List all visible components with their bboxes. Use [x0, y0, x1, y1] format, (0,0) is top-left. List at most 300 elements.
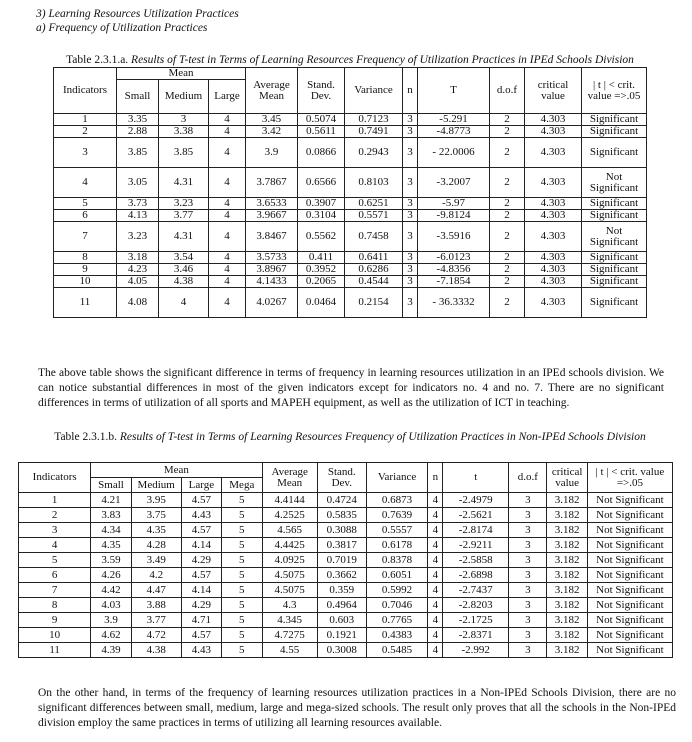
table-cell: 4.57 [181, 523, 221, 538]
table-cell: 4 [428, 613, 443, 628]
table-cell: 4 [209, 264, 246, 276]
table-cell: 0.6051 [366, 568, 428, 583]
table-cell: 8 [19, 598, 91, 613]
table-cell: 4.57 [181, 628, 221, 643]
table-cell: 4 [54, 168, 117, 198]
table-cell: -2.1725 [443, 613, 509, 628]
table-row [19, 628, 673, 643]
table-cell: 4 [19, 538, 91, 553]
table-cell: -5.97 [418, 198, 490, 210]
table-cell: 7 [54, 222, 117, 252]
table-cell: 3.23 [159, 198, 209, 210]
table-cell: Significant [582, 264, 647, 276]
table-cell: 4.43 [181, 643, 221, 658]
table-cell: 0.359 [317, 583, 366, 598]
table-cell: 4.29 [181, 553, 221, 568]
table-cell: 5 [222, 643, 262, 658]
table-row [19, 583, 673, 598]
table-cell: 4.303 [525, 114, 582, 126]
table-cell: 3.38 [159, 126, 209, 138]
table-cell: 4.28 [131, 538, 181, 553]
table-cell: 0.5992 [366, 583, 428, 598]
table-cell: 4 [428, 568, 443, 583]
table-cell: -2.6898 [443, 568, 509, 583]
table-cell: 3.77 [159, 210, 209, 222]
table-cell: 0.3008 [317, 643, 366, 658]
table2-caption-number: Table 2.3.1.b. [54, 431, 117, 443]
table-cell: Not Significant [587, 628, 672, 643]
table-cell: 3.8967 [246, 264, 298, 276]
table-cell: 3 [403, 114, 418, 126]
table-cell: 3.182 [547, 493, 587, 508]
table-cell: 0.8103 [345, 168, 403, 198]
table-cell: 2 [54, 126, 117, 138]
table-cell: Significant [582, 210, 647, 222]
table-cell: 0.7639 [366, 508, 428, 523]
table-cell: 4 [428, 508, 443, 523]
table-cell: 4.39 [91, 643, 131, 658]
table2-caption [50, 431, 650, 444]
table-cell: 4.35 [91, 538, 131, 553]
table-cell: 4.38 [159, 276, 209, 288]
table-cell: 2 [490, 168, 525, 198]
table-cell: 4.42 [91, 583, 131, 598]
table-cell: 2 [490, 114, 525, 126]
table-cell: 4.303 [525, 264, 582, 276]
table-cell: 10 [54, 276, 117, 288]
table-cell: -7.1854 [418, 276, 490, 288]
table-cell: -5.291 [418, 114, 490, 126]
table-cell: 3 [509, 613, 547, 628]
table-cell: 3 [403, 168, 418, 198]
table-cell: 2 [490, 276, 525, 288]
table2-header-variance: Variance [366, 463, 428, 493]
table-cell: Not Significant [587, 583, 672, 598]
table2-header-dof: d.o.f [509, 463, 547, 493]
table-cell: 0.5571 [345, 210, 403, 222]
table-cell: 3 [403, 252, 418, 264]
table-cell: 0.0464 [298, 288, 345, 318]
table-cell: 3 [403, 210, 418, 222]
table2-header-large: Large [181, 478, 221, 493]
table-cell: 3 [403, 222, 418, 252]
table-cell: 3.9 [246, 138, 298, 168]
table-cell: - 36.3332 [418, 288, 490, 318]
table-cell: 0.7458 [345, 222, 403, 252]
table-cell: 3 [509, 568, 547, 583]
table-cell: 4 [428, 523, 443, 538]
table-cell: 4 [209, 288, 246, 318]
table-cell: -2.5621 [443, 508, 509, 523]
table-cell: 4 [428, 628, 443, 643]
table-cell: 11 [19, 643, 91, 658]
table-cell: 3.35 [117, 114, 159, 126]
table-cell: 4.345 [262, 613, 317, 628]
table-cell: 2.88 [117, 126, 159, 138]
table-cell: 5 [222, 508, 262, 523]
table1-caption-number: Table 2.3.1.a. [66, 54, 129, 66]
table-cell: -3.2007 [418, 168, 490, 198]
table-cell: Significant [582, 288, 647, 318]
paragraph-non-iped-summary: On the other hand, in terms of the frequency of learning resources utilization practices in a Non-IPEd Schools Division, there are no significant differences between small, medium, large and mega-sized schools. The result only proves that all the schools in the Non-IPEd division employ the same practices in terms of utilizing all learning resources available. [38, 687, 676, 729]
table1-header-critical: critical value [525, 68, 582, 114]
table-cell: 0.7123 [345, 114, 403, 126]
table-row [54, 168, 647, 198]
table2-header-decision: | t | < crit. value =>.05 [587, 463, 672, 493]
table-cell: 4.303 [525, 276, 582, 288]
table2-header-small: Small [91, 478, 131, 493]
table-cell: 5 [222, 613, 262, 628]
table-cell: 4.21 [91, 493, 131, 508]
table-row [19, 613, 673, 628]
table-cell: -3.5916 [418, 222, 490, 252]
table2-header-critical: critical value [547, 463, 587, 493]
table-cell: 4.34 [91, 523, 131, 538]
table-cell: 4.43 [181, 508, 221, 523]
table-cell: 4 [428, 553, 443, 568]
table-row [54, 114, 647, 126]
table-cell: 3.54 [159, 252, 209, 264]
table-cell: Not Significant [587, 508, 672, 523]
table-cell: 4.2 [131, 568, 181, 583]
table-cell: 4.38 [131, 643, 181, 658]
table2-header-average-mean: Average Mean [262, 463, 317, 493]
table2-caption-title: Results of T-test in Terms of Learning Resources Frequency of Utilization Practices in Non-IPEd Schools Division [119, 431, 646, 443]
table-cell: Significant [582, 114, 647, 126]
table-cell: 4 [209, 276, 246, 288]
table-cell: 3.73 [117, 198, 159, 210]
table-cell: 0.2154 [345, 288, 403, 318]
table-cell: 0.6286 [345, 264, 403, 276]
table-cell: 4 [209, 210, 246, 222]
table-cell: 3.7867 [246, 168, 298, 198]
table-cell: 2 [490, 198, 525, 210]
table-cell: Not Significant [587, 553, 672, 568]
table-cell: 1 [19, 493, 91, 508]
table1-header-average-mean: Average Mean [246, 68, 298, 114]
table-cell: 3 [509, 553, 547, 568]
table-cell: 3.9667 [246, 210, 298, 222]
table-cell: 4.5075 [262, 568, 317, 583]
table-cell: 3.18 [117, 252, 159, 264]
table-cell: 9 [54, 264, 117, 276]
table-cell: 3.182 [547, 643, 587, 658]
table-cell: 3.46 [159, 264, 209, 276]
table1-header-mean: Mean [117, 68, 246, 80]
table-cell: -9.8124 [418, 210, 490, 222]
table-cell: 5 [222, 553, 262, 568]
table-cell: 3.23 [117, 222, 159, 252]
table2-header-indicators: Indicators [19, 463, 91, 493]
table-cell: 1 [54, 114, 117, 126]
table-cell: 4 [428, 583, 443, 598]
table-cell: 3 [509, 508, 547, 523]
table-cell: 4 [209, 168, 246, 198]
table-cell: -6.0123 [418, 252, 490, 264]
table-cell: 4 [428, 493, 443, 508]
table-cell: 3.182 [547, 508, 587, 523]
table-cell: 4.29 [181, 598, 221, 613]
table-cell: 0.6178 [366, 538, 428, 553]
table-cell: 3.59 [91, 553, 131, 568]
table1-header-t: T [418, 68, 490, 114]
table-cell: 0.6251 [345, 198, 403, 210]
table-cell: 4.47 [131, 583, 181, 598]
table-cell: 3.182 [547, 613, 587, 628]
table-cell: -2.8174 [443, 523, 509, 538]
table-row [19, 508, 673, 523]
table-cell: 3.77 [131, 613, 181, 628]
table-cell: Not Significant [587, 643, 672, 658]
table-cell: 0.7046 [366, 598, 428, 613]
table-cell: 3 [509, 643, 547, 658]
subsection-heading: a) Frequency of Utilization Practices [36, 22, 208, 34]
table-cell: 9 [19, 613, 91, 628]
table-row [19, 553, 673, 568]
table-cell: 0.0866 [298, 138, 345, 168]
table-cell: 4.0267 [246, 288, 298, 318]
table2-header-medium: Medium [131, 478, 181, 493]
table-row [19, 523, 673, 538]
table1 [53, 67, 647, 318]
table-cell: 3 [19, 523, 91, 538]
table-cell: 5 [222, 583, 262, 598]
table-cell: 4.303 [525, 198, 582, 210]
table-cell: 4.303 [525, 288, 582, 318]
table-cell: 5 [222, 628, 262, 643]
table-cell: 0.3104 [298, 210, 345, 222]
table-cell: 2 [490, 252, 525, 264]
table-cell: 2 [490, 264, 525, 276]
table-cell: 3.95 [131, 493, 181, 508]
table-row [54, 276, 647, 288]
table-cell: -2.8371 [443, 628, 509, 643]
table-row [54, 198, 647, 210]
table-cell: 4.0925 [262, 553, 317, 568]
table-row [54, 222, 647, 252]
table2-body [19, 493, 673, 658]
table-cell: -2.992 [443, 643, 509, 658]
table-cell: 11 [54, 288, 117, 318]
table-cell: Significant [582, 138, 647, 168]
table-cell: 4.13 [117, 210, 159, 222]
table-cell: 2 [490, 126, 525, 138]
table-cell: 0.6566 [298, 168, 345, 198]
table-cell: 0.4964 [317, 598, 366, 613]
table-cell: 0.603 [317, 613, 366, 628]
table-cell: 2 [19, 508, 91, 523]
table-cell: 0.8378 [366, 553, 428, 568]
table-cell: 3.182 [547, 553, 587, 568]
table-cell: 3 [403, 198, 418, 210]
table-cell: 4.303 [525, 126, 582, 138]
table-row [19, 493, 673, 508]
table2-header-n: n [428, 463, 443, 493]
table-cell: 4.303 [525, 222, 582, 252]
table-cell: 3.6533 [246, 198, 298, 210]
table-cell: 3.85 [117, 138, 159, 168]
table-cell: 0.3088 [317, 523, 366, 538]
table1-header-variance: Variance [345, 68, 403, 114]
table-cell: 3.45 [246, 114, 298, 126]
table-row [54, 288, 647, 318]
table-cell: 0.6873 [366, 493, 428, 508]
table-cell: 4.31 [159, 168, 209, 198]
paragraph-ipEd-summary: The above table shows the significant difference in terms of frequency in learning resources utilization in an IPEd schools division. We can notice substantial differences in most of the given indicators except for indicators no. 4 and no. 7. There are no significant differences in terms of utilization of all sports and MAPEH equipment, as well as the utilization of ICT in teaching. [38, 367, 664, 409]
table-cell: 4.71 [181, 613, 221, 628]
table-cell: 0.4383 [366, 628, 428, 643]
table-cell: -2.5858 [443, 553, 509, 568]
table-cell: 0.7765 [366, 613, 428, 628]
table-cell: 8 [54, 252, 117, 264]
table-cell: 3.05 [117, 168, 159, 198]
table-cell: 7 [19, 583, 91, 598]
table-cell: 3.182 [547, 628, 587, 643]
table-cell: 4 [209, 198, 246, 210]
table-cell: 4.14 [181, 538, 221, 553]
table1-header-medium: Medium [159, 80, 209, 114]
table2 [18, 462, 673, 658]
table2-header-t: t [443, 463, 509, 493]
table-cell: 3.42 [246, 126, 298, 138]
table-cell: 0.2065 [298, 276, 345, 288]
table-cell: 4.4144 [262, 493, 317, 508]
table1-header-std-dev: Stand. Dev. [298, 68, 345, 114]
section-heading: 3) Learning Resources Utilization Practices [36, 8, 239, 20]
table-cell: 0.3952 [298, 264, 345, 276]
table-cell: 2 [490, 222, 525, 252]
table-cell: 3.182 [547, 538, 587, 553]
table-cell: 2 [490, 138, 525, 168]
table-cell: 0.3907 [298, 198, 345, 210]
table-cell: Not Significant [587, 598, 672, 613]
table-cell: 4.03 [91, 598, 131, 613]
table-cell: 6 [54, 210, 117, 222]
table-cell: 3 [509, 583, 547, 598]
table-cell: Not Significant [582, 168, 647, 198]
table-cell: 4.62 [91, 628, 131, 643]
table-cell: -4.8356 [418, 264, 490, 276]
table-cell: 4 [428, 538, 443, 553]
table-cell: 4.5075 [262, 583, 317, 598]
table1-caption-title: Results of T-test in Terms of Learning Resources Frequency of Utilization Practices in IPEd Schools Division [131, 54, 634, 66]
table-cell: 0.5557 [366, 523, 428, 538]
table-cell: 3 [403, 276, 418, 288]
table-cell: 4.1433 [246, 276, 298, 288]
table-cell: 4 [209, 126, 246, 138]
table-cell: 3 [403, 126, 418, 138]
table-row [19, 538, 673, 553]
table-cell: 4.35 [131, 523, 181, 538]
table-cell: 4.303 [525, 210, 582, 222]
table-cell: 0.5562 [298, 222, 345, 252]
table-cell: 3.8467 [246, 222, 298, 252]
table-cell: -2.8203 [443, 598, 509, 613]
table-row [19, 598, 673, 613]
table-cell: 6 [19, 568, 91, 583]
table-cell: 0.7491 [345, 126, 403, 138]
table-cell: 0.4544 [345, 276, 403, 288]
table-row [54, 126, 647, 138]
table-cell: 3.85 [159, 138, 209, 168]
table-cell: 4.57 [181, 568, 221, 583]
table-row [19, 643, 673, 658]
table-cell: 4 [209, 114, 246, 126]
table-row [54, 210, 647, 222]
table-cell: 3 [509, 538, 547, 553]
table-cell: 4 [428, 598, 443, 613]
table-cell: 3.83 [91, 508, 131, 523]
table-cell: 2 [490, 288, 525, 318]
table-cell: 4.303 [525, 138, 582, 168]
table-cell: 3.88 [131, 598, 181, 613]
table1-header-dof: d.o.f [490, 68, 525, 114]
table-cell: 10 [19, 628, 91, 643]
table-cell: Significant [582, 252, 647, 264]
table-cell: Significant [582, 198, 647, 210]
table-cell: 3.5733 [246, 252, 298, 264]
table-cell: 0.5485 [366, 643, 428, 658]
table-cell: 3.182 [547, 583, 587, 598]
table-row [54, 138, 647, 168]
table-cell: 4.23 [117, 264, 159, 276]
table-cell: 3 [403, 288, 418, 318]
table-cell: 5 [222, 538, 262, 553]
table-cell: 4.26 [91, 568, 131, 583]
table-cell: 4.7275 [262, 628, 317, 643]
table-cell: 3 [509, 598, 547, 613]
table-cell: 3 [509, 628, 547, 643]
table-cell: 4.57 [181, 493, 221, 508]
table-cell: Not Significant [587, 523, 672, 538]
table1-header-decision: | t | < crit. value =>.05 [582, 68, 647, 114]
table-cell: 0.2943 [345, 138, 403, 168]
table2-header-mean: Mean [91, 463, 262, 478]
table-cell: -2.4979 [443, 493, 509, 508]
table-cell: 4.72 [131, 628, 181, 643]
table-cell: 4.565 [262, 523, 317, 538]
table-cell: 3.75 [131, 508, 181, 523]
table-cell: 0.6411 [345, 252, 403, 264]
table-cell: 0.3662 [317, 568, 366, 583]
table-cell: Significant [582, 126, 647, 138]
table-cell: 4.55 [262, 643, 317, 658]
table-cell: 0.5074 [298, 114, 345, 126]
table2-header-mega: Mega [222, 478, 262, 493]
table-cell: 4.2525 [262, 508, 317, 523]
table1-header-indicators: Indicators [54, 68, 117, 114]
table-cell: - 22.0006 [418, 138, 490, 168]
table-cell: 4.08 [117, 288, 159, 318]
table-cell: 4.4425 [262, 538, 317, 553]
table-cell: 4.14 [181, 583, 221, 598]
table-cell: Not Significant [582, 222, 647, 252]
table-cell: Significant [582, 276, 647, 288]
table1-header-n: n [403, 68, 418, 114]
table-cell: Not Significant [587, 493, 672, 508]
table-cell: 4.31 [159, 222, 209, 252]
table-cell: 3 [403, 138, 418, 168]
table-cell: Not Significant [587, 568, 672, 583]
table-cell: 0.5835 [317, 508, 366, 523]
table-cell: 0.3817 [317, 538, 366, 553]
table1-header-large: Large [209, 80, 246, 114]
table-cell: -2.7437 [443, 583, 509, 598]
table-cell: 0.1921 [317, 628, 366, 643]
table-cell: 3.182 [547, 568, 587, 583]
table-cell: -4.8773 [418, 126, 490, 138]
table-cell: 3 [54, 138, 117, 168]
